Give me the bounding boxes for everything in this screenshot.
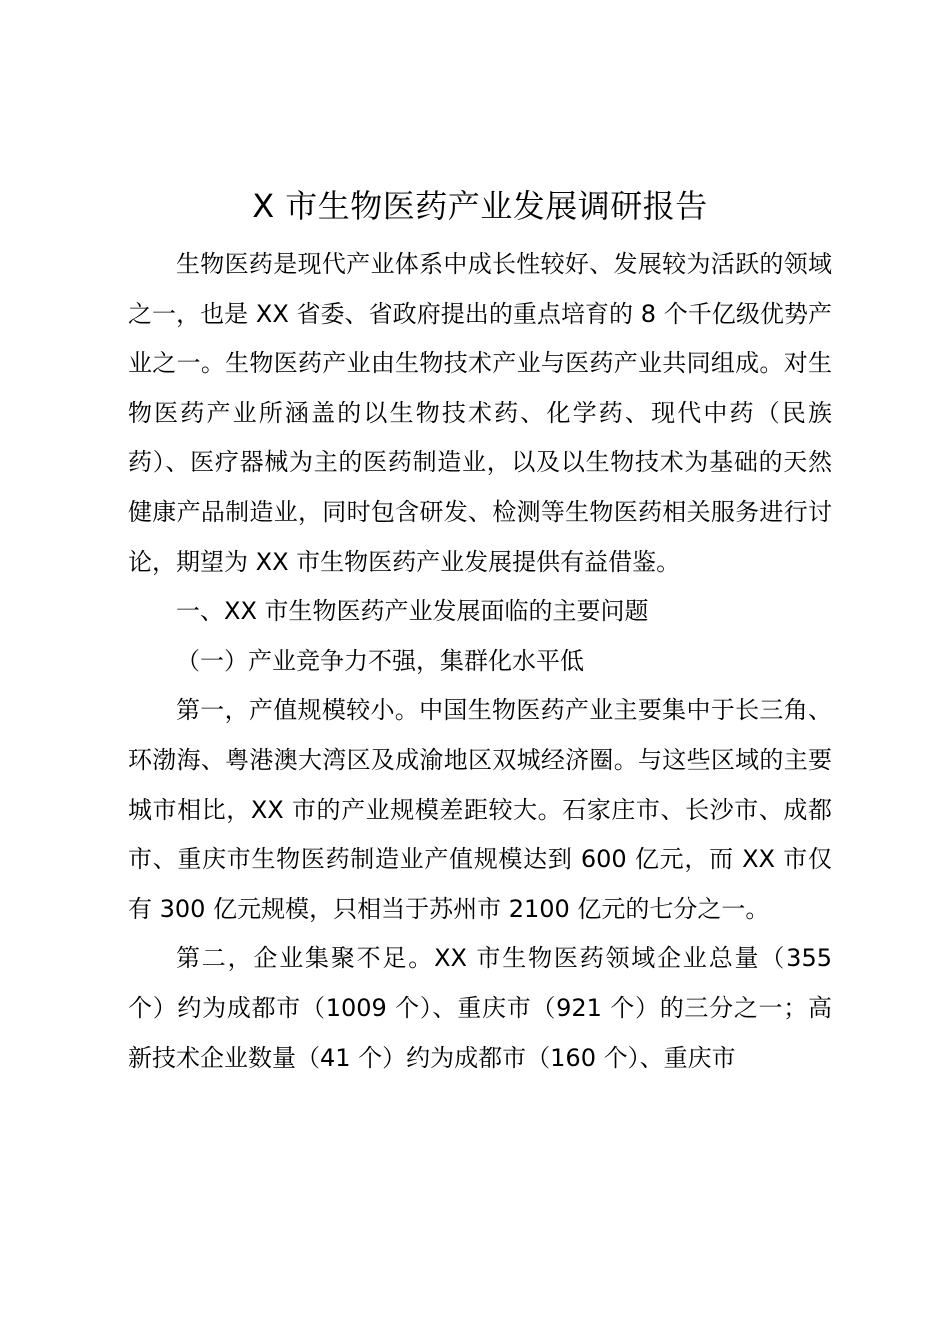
- intro-paragraph: 生物医药是现代产业体系中成长性较好、发展较为活跃的领域之一，也是 XX 省委、省政府提出的重点培育的 8 个千亿级优势产业之一。生物医药产业由生物技术产业与医药产业共同组成。对生物医药产业所涵盖的以生物技术药、化学药、现代中药（民族药）、医疗器械为主的医药制造业，以及以生物技术为基础的天然健康产品制造业，同时包含研发、检测等生物医药相关服务进行讨论，期望为 XX 市生物医药产业发展提供有益借鉴。: [128, 250, 832, 576]
- body-paragraph-output-scale: 第一，产值规模较小。中国生物医药产业主要集中于长三角、环渤海、粤港澳大湾区及成渝地区双城经济圈。与这些区域的主要城市相比，XX 市的产业规模差距较大。石家庄市、长沙市、成都市、重庆市生物医药制造业产值规模达到 600 亿元，而 XX 市仅有 300 亿元规模，只相当于苏州市 2100 亿元的七分之一。: [128, 696, 832, 923]
- section-heading: 一、XX 市生物医药产业发展面临的主要问题: [176, 597, 649, 626]
- subsection-heading: （一）产业竞争力不强，集群化水平低: [176, 646, 584, 675]
- body-paragraph-enterprise-cluster: 第二，企业集聚不足。XX 市生物医药领域企业总量（355 个）约为成都市（1009 个）、重庆市（921 个）的三分之一；高新技术企业数量（41 个）约为成都市（160 个）、重庆市: [128, 944, 832, 1072]
- document-page: [128, 178, 832, 1083]
- document-title: X 市生物医药产业发展调研报告: [252, 187, 708, 225]
